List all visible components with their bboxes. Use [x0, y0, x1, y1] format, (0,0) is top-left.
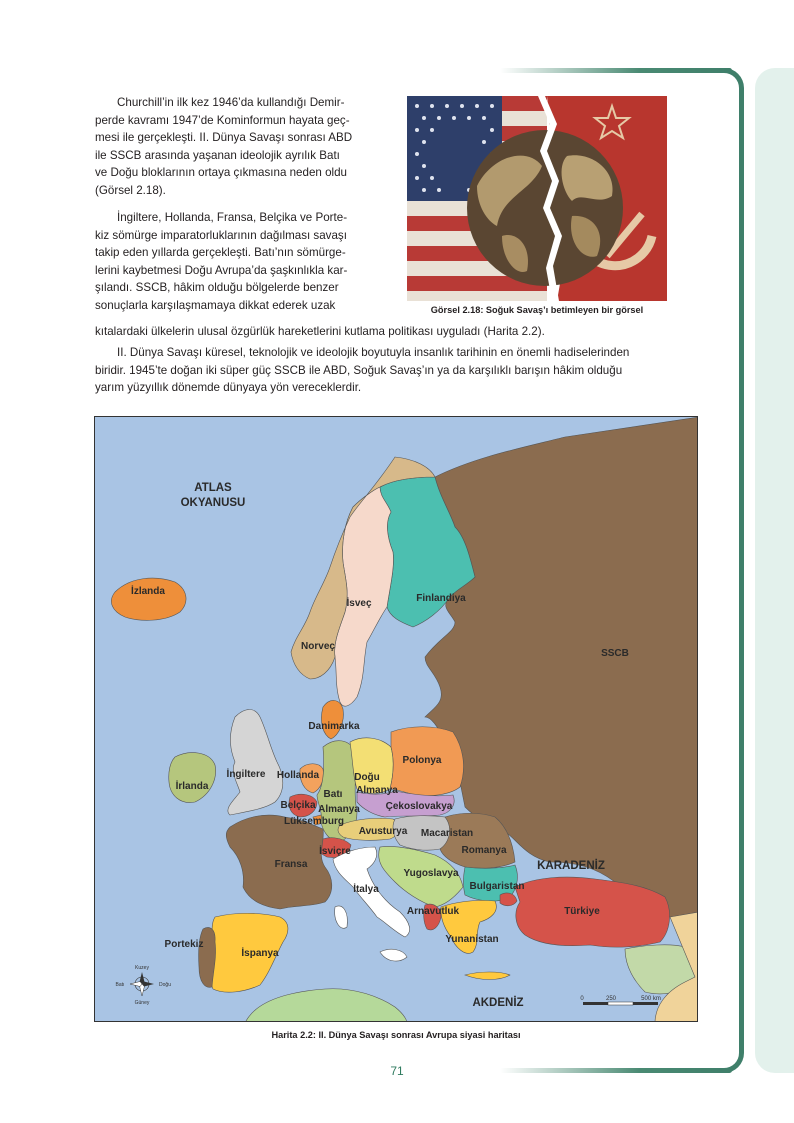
- label-dogu-2: Almanya: [356, 785, 398, 796]
- label-hollanda: Hollanda: [276, 770, 320, 781]
- label-turkiye: Türkiye: [564, 906, 600, 917]
- text-line: kiz sömürge imparatorluklarının dağılması savaşı: [95, 228, 347, 242]
- label-irlanda: İrlanda: [175, 781, 209, 792]
- label-italya: İtalya: [353, 884, 379, 895]
- label-dogu-1: Doğu: [354, 772, 380, 783]
- text-line: Churchill’in ilk kez 1946’da kullandığı Demir-: [117, 96, 345, 109]
- label-bati-1: Batı: [323, 789, 343, 800]
- label-norvec: Norveç: [301, 641, 335, 652]
- label-avusturya: Avusturya: [358, 826, 408, 837]
- label-sscb: SSCB: [601, 648, 629, 659]
- compass-south: Güney: [134, 1000, 150, 1006]
- label-finlandiya: Finlandiya: [416, 593, 466, 604]
- text-line: (Görsel 2.18).: [95, 183, 166, 197]
- label-yunanistan: Yunanistan: [445, 934, 499, 945]
- text-line: sonuçlarla karşılaşmamaya dikkat ederek uzak: [95, 298, 336, 312]
- label-romanya: Romanya: [461, 845, 507, 856]
- label-karadeniz: KARADENİZ: [537, 860, 605, 872]
- figure-caption: Görsel 2.18: Soğuk Savaş’ı betimleyen bir görsel: [430, 305, 644, 315]
- country-portekiz: [199, 928, 216, 988]
- page-number: 71: [390, 1064, 404, 1078]
- label-polonya: Polonya: [402, 755, 442, 766]
- text-line: şılandı. SSCB, hâkim olduğu bölgelerde benzer: [95, 281, 339, 294]
- europe-map-svg: [95, 417, 698, 1022]
- label-akdeniz: AKDENİZ: [472, 997, 524, 1009]
- paragraph-demirperde: [95, 94, 395, 199]
- frame-line-top: [500, 68, 732, 73]
- label-macaristan: Macaristan: [420, 828, 474, 839]
- label-ingiltere: İngiltere: [226, 769, 266, 780]
- paragraph-somurge: [95, 209, 395, 314]
- label-portekiz: Portekiz: [164, 939, 204, 950]
- cold-war-illustration: [407, 96, 667, 301]
- scale-mid: 250: [605, 996, 617, 1002]
- scale-zero: 0: [580, 996, 584, 1002]
- label-yugoslavya: Yugoslavya: [403, 868, 459, 879]
- paragraph-super-powers: [95, 344, 697, 397]
- text-line: yarım yüzyıllık dönemde dünyaya yön vereceklerdir.: [95, 381, 362, 394]
- label-luksemburg: Lüksemburg: [283, 816, 345, 827]
- label-bati-2: Almanya: [318, 804, 360, 815]
- compass-east: Doğu: [159, 982, 171, 988]
- label-danimarka: Danimarka: [308, 721, 360, 732]
- text-line: lerini kaybetmesi Doğu Avrupa’da şaşkınlıkla kar-: [95, 263, 348, 277]
- text-line: perde kavramı 1947’de Kominformun hayata geç-: [95, 113, 350, 127]
- label-ispanya: İspanya: [241, 948, 279, 959]
- text-line: mesi ile gerçekleşti. II. Dünya Savaşı sonrası ABD: [95, 131, 353, 144]
- label-isvicre: İsviçre: [319, 846, 351, 857]
- label-cekoslovakya: Çekoslovakya: [385, 801, 453, 812]
- text-line: biridir. 1945’te doğan iki süper güç SSCB ile ABD, Soğuk Savaş’ın ya da karşılıklı barışın hâkim olduğu: [95, 363, 623, 377]
- label-atlas-2: OKYANUSU: [180, 497, 246, 509]
- map-caption: Harita 2.2: II. Dünya Savaşı sonrası Avrupa siyasi haritası: [271, 1030, 521, 1040]
- europe-map: [94, 416, 698, 1022]
- label-belcika: Belçika: [280, 800, 316, 811]
- label-atlas-1: ATLAS: [194, 482, 232, 494]
- page-side-tab: [755, 68, 794, 1073]
- label-bulgaristan: Bulgaristan: [469, 881, 525, 892]
- frame-right-border: [724, 68, 744, 1073]
- compass-north: Kuzey: [135, 965, 149, 971]
- text-line: ve Doğu bloklarının ortaya çıkmasına neden oldu: [95, 166, 347, 179]
- text-line: ile SSCB arasında yaşanan ideolojik ayrılık Batı: [95, 148, 340, 162]
- text-line: takip eden yıllarda gerçekleşti. Batı’nın sömürge-: [95, 246, 346, 259]
- label-arnavutluk: Arnavutluk: [406, 906, 460, 917]
- label-isvec: İsveç: [346, 598, 372, 609]
- cold-war-image: [407, 96, 667, 301]
- compass-west: Batı: [115, 982, 125, 988]
- label-fransa: Fransa: [274, 859, 308, 870]
- scale-end: 500 km: [641, 996, 661, 1002]
- label-izlanda: İzlanda: [131, 586, 165, 597]
- text-line: İngiltere, Hollanda, Fransa, Belçika ve Porte-: [117, 211, 348, 224]
- text-line: II. Dünya Savaşı küresel, teknolojik ve ideolojik boyutuyla insanlık tarihinin en önemli hadiselerinden: [117, 346, 630, 359]
- text-line-full: kıtalardaki ülkelerin ulusal özgürlük hareketlerini kutlama politikası uyguladı (Harita 2.2).: [95, 325, 545, 338]
